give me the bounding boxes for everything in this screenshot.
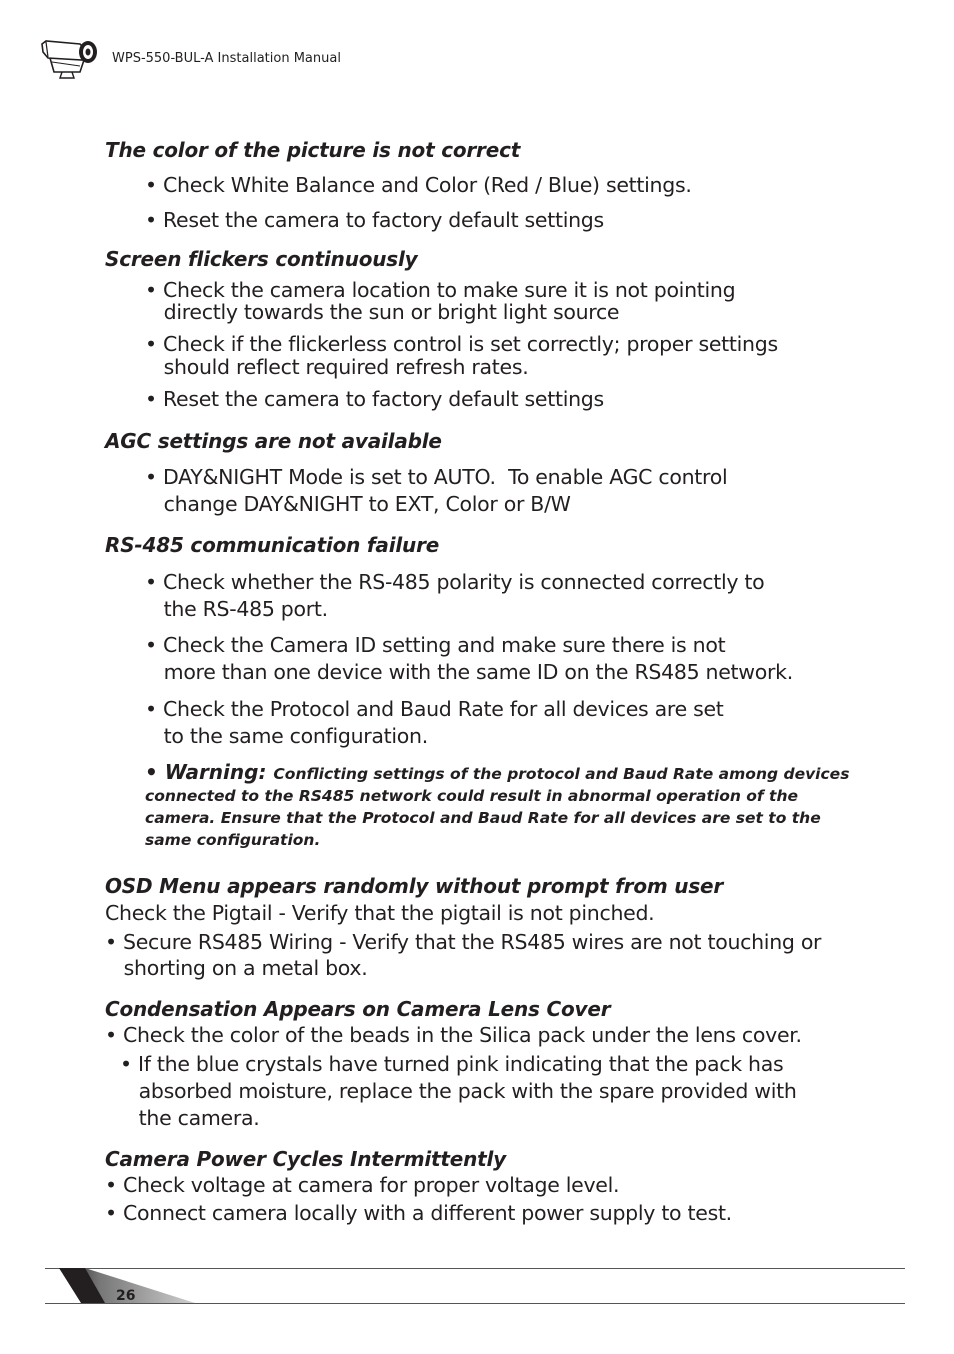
list-item: • Connect camera locally with a different power supply to test. [105,1201,732,1225]
list-item: • Check if the flickerless control is set correctly; proper settings should reflect required refresh rates. [145,332,778,379]
section-heading: The color of the picture is not correct [105,138,521,162]
list-item: • DAY&NIGHT Mode is set to AUTO. To enable AGC control change DAY&NIGHT to EXT, Color or B/W [145,465,728,516]
section-heading: Screen flickers continuously [105,247,418,271]
section-heading: RS-485 communication failure [105,533,440,557]
list-item: • Reset the camera to factory default settings [145,208,604,232]
warning-label: • Warning: [145,760,274,784]
section-heading: Camera Power Cycles Intermittently [105,1147,506,1171]
list-item: • Check White Balance and Color (Red / Blue) settings. [145,173,692,197]
list-item: • Secure RS485 Wiring - Verify that the RS485 wires are not touching or shorting on a metal box. [105,930,822,980]
list-item: • Check whether the RS-485 polarity is connected correctly to the RS-485 port. [145,570,765,621]
page-number: 26 [116,1288,136,1304]
section-heading: Condensation Appears on Camera Lens Cover [105,997,611,1021]
list-item: • Check voltage at camera for proper voltage level. [105,1173,620,1197]
list-item: Check the Pigtail - Verify that the pigtail is not pinched. [105,901,655,925]
list-item: • Reset the camera to factory default settings [145,387,604,411]
section-heading: AGC settings are not available [105,429,442,453]
list-item: • If the blue crystals have turned pink indicating that the pack has absorbed moisture, replace the pack with the spare provided with the camera. [120,1052,797,1130]
warning-note [145,761,849,851]
document-title: WPS-550-BUL-A Installation Manual [112,51,341,66]
warning-text: Conflicting settings of the protocol and Baud Rate among devices connected to the RS485 network could result in abnormal operation of the camera. Ensure that the Protocol and Baud Rate for all devices are set to the same configuration. [145,765,850,849]
list-item: • Check the color of the beads in the Silica pack under the lens cover. [105,1023,802,1047]
footer-bottom-rule [45,1303,905,1304]
bullet-camera-icon [40,38,98,80]
list-item: • Check the Protocol and Baud Rate for all devices are set to the same configuration. [145,697,724,748]
section-heading: OSD Menu appears randomly without prompt from user [105,874,724,898]
list-item: • Check the camera location to make sure it is not pointing directly towards the sun or bright light source [145,278,736,324]
list-item: • Check the Camera ID setting and make sure there is not more than one device with the same ID on the RS485 network. [145,633,793,684]
